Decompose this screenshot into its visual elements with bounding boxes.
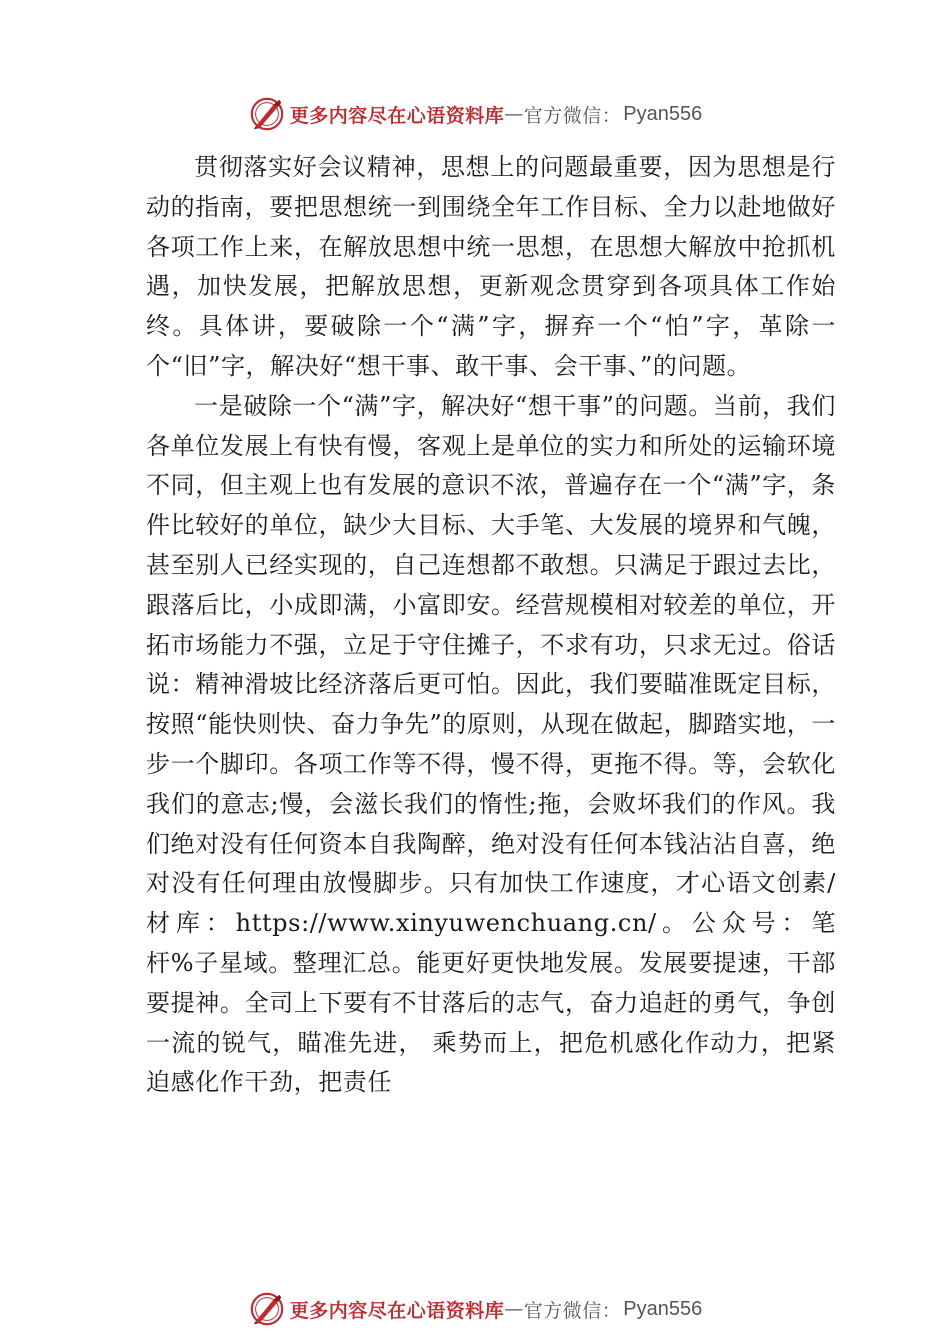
banner-dash: — bbox=[504, 1298, 524, 1320]
footer-banner bbox=[0, 1287, 950, 1331]
header-banner bbox=[0, 92, 950, 136]
wechat-id: Pyan556 bbox=[623, 102, 703, 125]
banner-dash: — bbox=[504, 103, 524, 125]
wechat-label: 官方微信： bbox=[523, 1299, 622, 1322]
pen-logo-icon bbox=[248, 95, 286, 133]
paragraph-2: 一是破除一个“满”字，解决好“想干事”的问题。当前，我们各单位发展上有快有慢，客观上是单位的实力和所处的运输环境不同，但主观上也有发展的意识不浓，普遍存在一个“满”字，条件比较好的单位，缺少大目标、大手笔、大发展的境界和气魄，甚至别人已经实现的，自己连想都不敢想。只满足于跟过去比，跟落后比，小成即满，小富即安。经营规模相对较差的单位，开拓市场能力不强，立足于守住摊子，不求有功，只求无过。俗话说：精神滑坡比经济落后更可怕。因此，我们要瞄准既定目标，按照“能快则快、奋力争先”的原则，从现在做起，脚踏实地，一步一个脚印。各项工作等不得，慢不得，更拖不得。等，会软化我们的意志;慢，会滋长我们的惰性;拖，会败坏我们的作风。我们绝对没有任何资本自我陶醉，绝对没有任何本钱沾沾自喜，绝对没有任何理由放慢脚步。只有加快工作速度，才心语文创素/材库：https://www.xinyuwenchuang.cn/。公众号：笔杆%子星域。整理汇总。能更好更快地发展。发展要提速，干部要提神。全司上下要有不甘落后的志气，奋力追赶的勇气，争创一流的锐气，瞄准先进， 乘势而上，把危机感化作动力，把紧迫感化作干劲，把责任 bbox=[146, 391, 836, 1097]
wechat-id: Pyan556 bbox=[623, 1297, 703, 1320]
document-body bbox=[146, 148, 836, 1103]
paragraph-1: 贯彻落实好会议精神，思想上的问题最重要，因为思想是行动的指南，要把思想统一到围绕全年工作目标、全力以赴地做好各项工作上来，在解放思想中统一思想，在思想大解放中抢抓机遇，加快发展，把解放思想，更新观念贯穿到各项具体工作始终。具体讲，要破除一个“满”字，摒弃一个“怕”字，革除一个“旧”字，解决好“想干事、敢干事、会干事、”的问题。 bbox=[146, 153, 836, 380]
brand-text: 更多内容尽在心语资料库 bbox=[289, 1299, 505, 1322]
pen-logo-icon bbox=[248, 1290, 286, 1328]
wechat-label: 官方微信： bbox=[523, 104, 622, 127]
brand-text: 更多内容尽在心语资料库 bbox=[289, 104, 505, 127]
